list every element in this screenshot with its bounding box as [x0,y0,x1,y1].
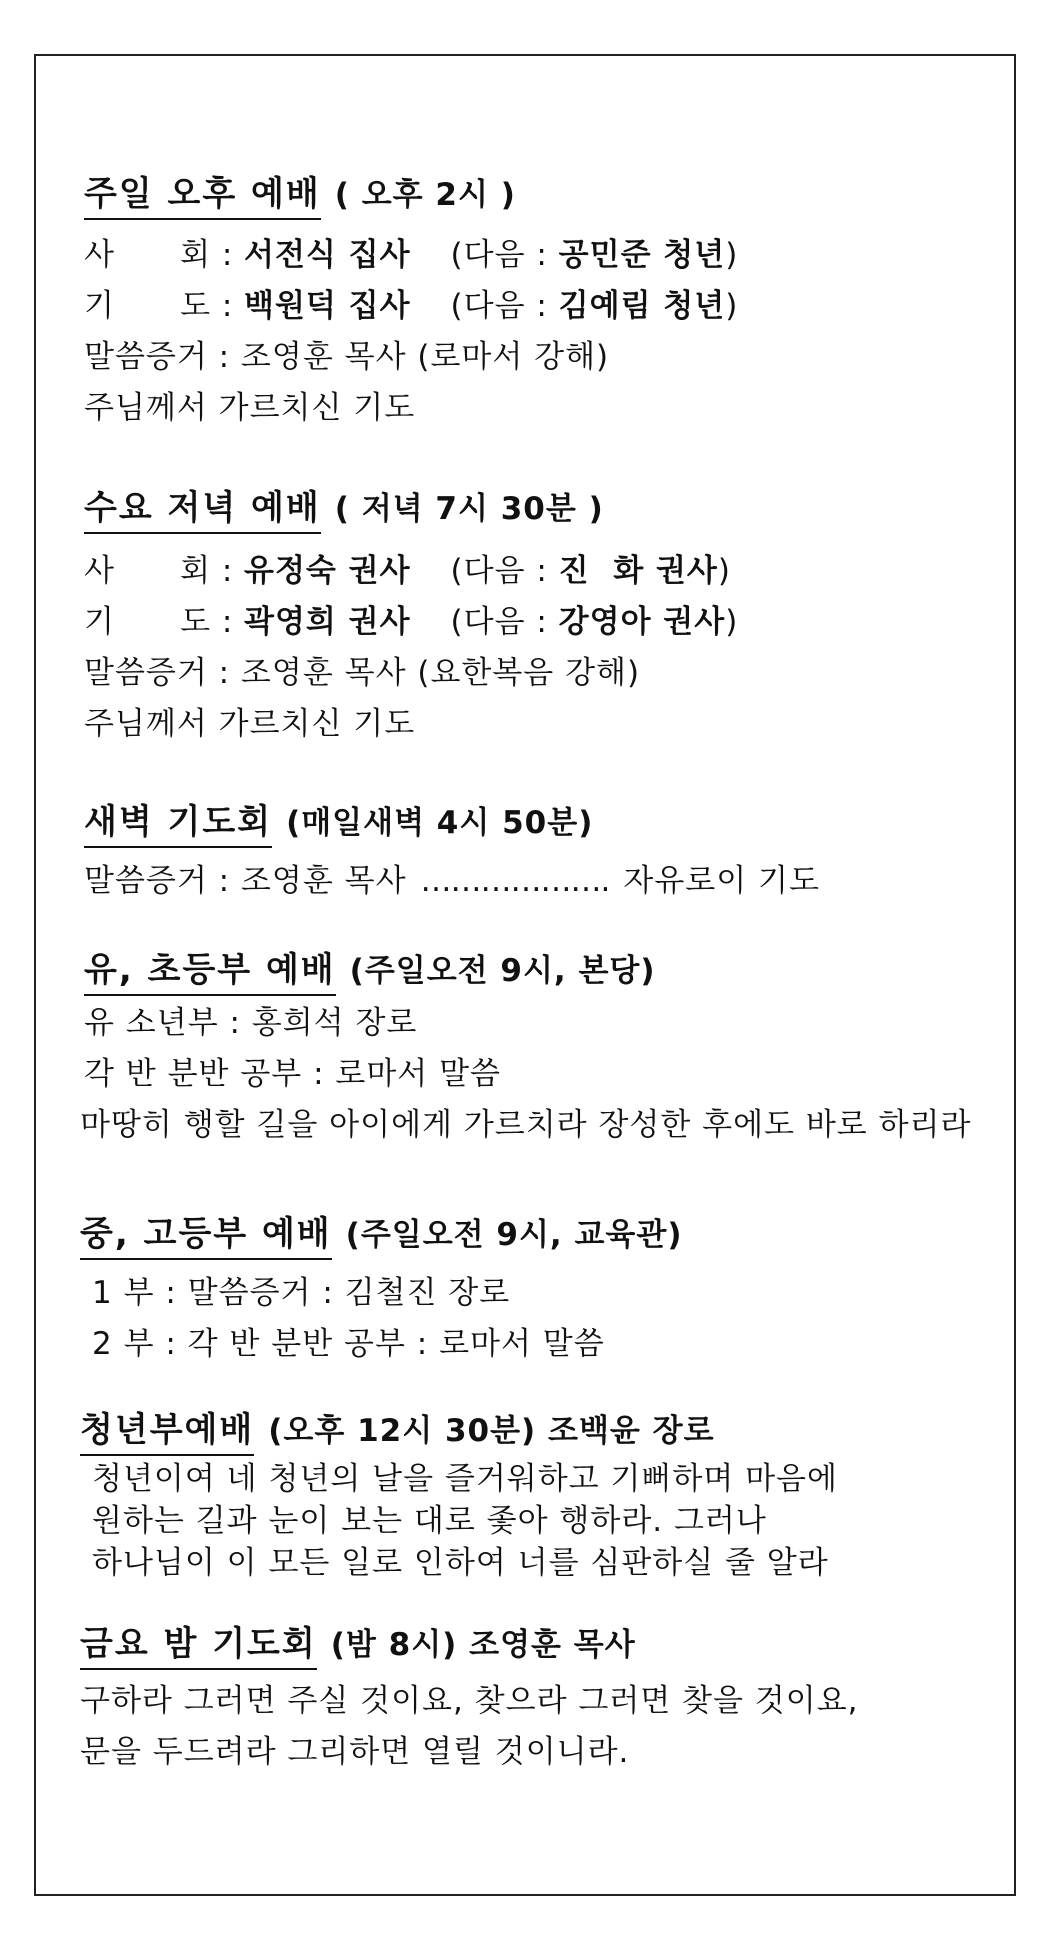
next-prefix: (다음 : [450,288,559,324]
list-item: 1 부 : 말씀증거 : 김철진 장로 [92,1275,511,1311]
prayer-leader-row [84,281,984,332]
section-title: 유, 초등부 예배 [84,948,336,996]
next-prefix: (다음 : [450,604,559,640]
free-prayer-text: 자유로이 기도 [623,863,820,899]
next-name: 강영아 권사 [558,604,726,640]
host-name: 유정숙 권사 [244,553,411,589]
sermon-text: 말씀증거 : 조영훈 목사 [84,863,407,899]
sermon-line: 말씀증거 : 조영훈 목사 (로마서 강해) [84,339,610,375]
young-adult-section [80,1408,980,1584]
section-time: ( 저녁 7시 30분 ) [334,491,604,527]
list-item: 유 소년부 : 홍희석 장로 [84,1005,418,1041]
friday-prayer-section [80,1622,980,1778]
prayer-leader-row [84,597,984,648]
next-prefix: (다음 : [450,553,559,589]
prayer-leader-name: 곽영희 권사 [244,604,411,640]
section-heading [80,1212,980,1260]
next-name: 공민준 청년 [558,237,726,273]
scripture-line: 원하는 길과 눈이 보는 대로 좇아 행하라. 그러나 [92,1503,767,1539]
section-time: ( 오후 2시 ) [334,177,516,213]
section-time: (오후 12시 30분) 조백윤 장로 [268,1413,715,1449]
sermon-line: 말씀증거 : 조영훈 목사 (요한복음 강해) [84,655,641,691]
section-heading [80,1408,980,1456]
lords-prayer-line: 주님께서 가르치신 기도 [84,390,416,426]
next-suffix: ) [725,288,739,324]
wednesday-evening-section [84,486,984,750]
section-title: 금요 밤 기도회 [80,1622,317,1670]
scripture-line: 청년이여 네 청년의 날을 즐거워하고 기뻐하며 마음에 [92,1461,838,1497]
section-title: 청년부예배 [80,1408,254,1456]
section-heading [84,172,984,220]
children-section [80,948,984,1151]
host-name: 서전식 집사 [244,237,411,273]
section-time: (주일오전 9시, 본당) [349,953,656,989]
section-time: (주일오전 9시, 교육관) [345,1217,683,1253]
host-row [84,230,984,281]
section-heading [84,800,984,848]
list-item: 각 반 분반 공부 : 로마서 말씀 [84,1056,501,1092]
sunday-afternoon-section [84,172,984,434]
dawn-prayer-section [84,800,984,907]
scripture-line: 마땅히 행할 길을 아이에게 가르치라 장성한 후에도 바로 하리라 [80,1107,972,1143]
next-suffix: ) [725,604,739,640]
next-name: 진 화 권사 [558,553,718,589]
row-label: 사 회 : [84,237,245,273]
section-title: 주일 오후 예배 [84,172,321,220]
section-time: (매일새벽 4시 50분) [286,805,594,841]
next-suffix: ) [725,237,739,273]
row-label: 사 회 : [84,553,245,589]
section-heading [84,948,984,996]
sermon-line [84,856,984,907]
list-item: 2 부 : 각 반 분반 공부 : 로마서 말씀 [92,1326,605,1362]
section-title: 중, 고등부 예배 [80,1212,332,1260]
next-prefix: (다음 : [450,237,559,273]
row-label: 기 도 : [84,288,245,324]
lords-prayer-line: 주님께서 가르치신 기도 [84,706,416,742]
youth-section [80,1212,980,1370]
section-heading [80,1622,980,1670]
prayer-leader-name: 백원덕 집사 [244,288,411,324]
host-row [84,546,984,597]
section-heading [84,486,984,534]
scripture-line: 구하라 그러면 주실 것이요, 찾으라 그러면 찾을 것이요, [80,1683,859,1719]
leader-dots: ………………. [420,863,610,899]
section-title: 수요 저녁 예배 [84,486,321,534]
scripture-line: 하나님이 이 모든 일로 인하여 너를 심판하실 줄 알라 [92,1545,829,1581]
next-suffix: ) [717,553,731,589]
section-time: (밤 8시) 조영훈 목사 [330,1627,636,1663]
scripture-line: 문을 두드려라 그리하면 열릴 것이니라. [80,1734,630,1770]
section-title: 새벽 기도회 [84,800,272,848]
next-name: 김예림 청년 [558,288,726,324]
row-label: 기 도 : [84,604,245,640]
